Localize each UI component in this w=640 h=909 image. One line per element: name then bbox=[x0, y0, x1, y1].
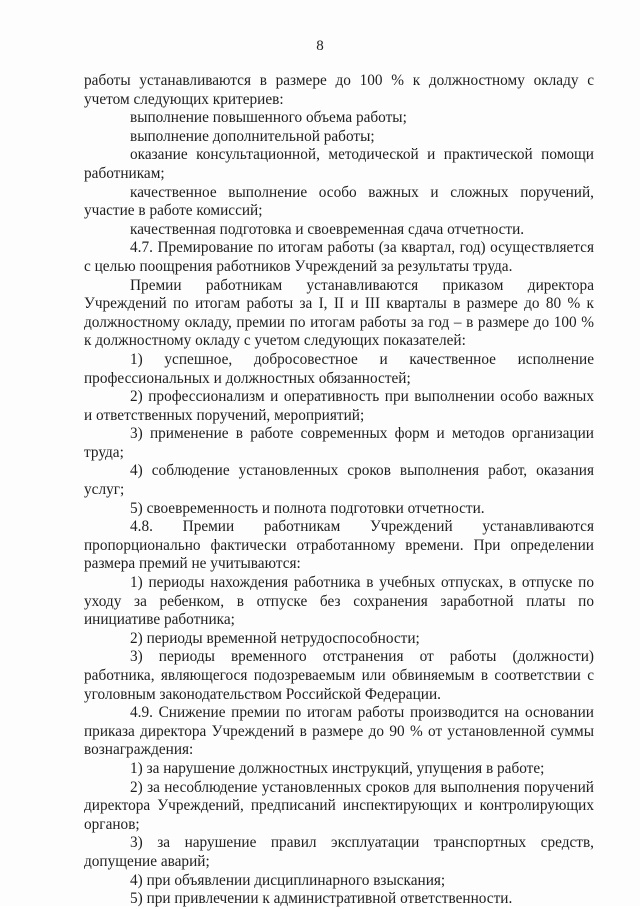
paragraph: работы устанавливаются в размере до 100 % к должностному окладу с учетом следующих критериев: bbox=[84, 72, 594, 108]
paragraph: качественная подготовка и своевременная сдача отчетности. bbox=[130, 220, 525, 238]
paragraph: 4.7. Премирование по итогам работы (за квартал, год) осуществляется с целью поощрения работников Учреждений за результаты труда. bbox=[84, 239, 594, 275]
paragraph: качественное выполнение особо важных и сложных поручений, участие в работе комиссий; bbox=[84, 183, 594, 220]
page-number: 8 bbox=[316, 38, 324, 54]
paragraph: Премии работникам устанавливаются приказом директора Учреждений по итогам работы за I, II и III кварталы в размере до 80 % к должностному окладу, премии по итогам работы за год – в размере до 100 % к должностному окладу с учетом следующих показателей: bbox=[84, 276, 594, 350]
paragraph: 2) периоды временной нетрудоспособности; bbox=[130, 629, 420, 647]
paragraph: 5) при привлечении к административной ответственности. bbox=[130, 890, 513, 908]
paragraph: 4) соблюдение установленных сроков выполнения работ, оказания услуг; bbox=[84, 462, 594, 499]
paragraph: 4) при объявлении дисциплинарного взыскания; bbox=[130, 871, 446, 889]
paragraph: 1) периоды нахождения работника в учебных отпусках, в отпуске по уходу за ребенком, в отпуске без сохранения заработной платы по инициативе работника; bbox=[84, 574, 594, 629]
paragraph: 4.8. Премии работникам Учреждений устанавливаются пропорционально фактически отработанному времени. При определении размера премий не учитываются: bbox=[84, 518, 594, 573]
paragraph: 1) успешное, добросовестное и качественное исполнение профессиональных и должностных обязанностей; bbox=[84, 350, 594, 387]
paragraph: 4.9. Снижение премии по итогам работы производится на основании приказа директора Учреждений в размере до 90 % от установленной суммы вознаграждения: bbox=[84, 704, 594, 759]
paragraph: 2) за несоблюдение установленных сроков для выполнения поручений директора Учреждений, предписаний инспектирующих и контролирующих органов; bbox=[84, 778, 594, 833]
paragraph: выполнение дополнительной работы; bbox=[130, 127, 375, 145]
paragraph: 3) периоды временного отстранения от работы (должности) работника, являющегося подозреваемым или обвиняемым в соответствии с уголовным законодательством Российской Федерации. bbox=[84, 648, 594, 703]
paragraph: 1) за нарушение должностных инструкций, упущения в работе; bbox=[130, 759, 545, 777]
paragraph: 3) применение в работе современных форм и методов организации труда; bbox=[84, 425, 594, 461]
paragraph: выполнение повышенного объема работы; bbox=[130, 109, 407, 127]
paragraph: 2) профессионализм и оперативность при выполнении особо важных и ответственных поручений, мероприятий; bbox=[84, 388, 594, 424]
paragraph: 3) за нарушение правил эксплуатации транспортных средств, допущение аварий; bbox=[84, 834, 594, 870]
paragraph: оказание консультационной, методической и практической помощи работникам; bbox=[84, 146, 594, 182]
paragraph: 5) своевременность и полнота подготовки отчетности. bbox=[130, 499, 485, 517]
document-body bbox=[84, 72, 594, 909]
